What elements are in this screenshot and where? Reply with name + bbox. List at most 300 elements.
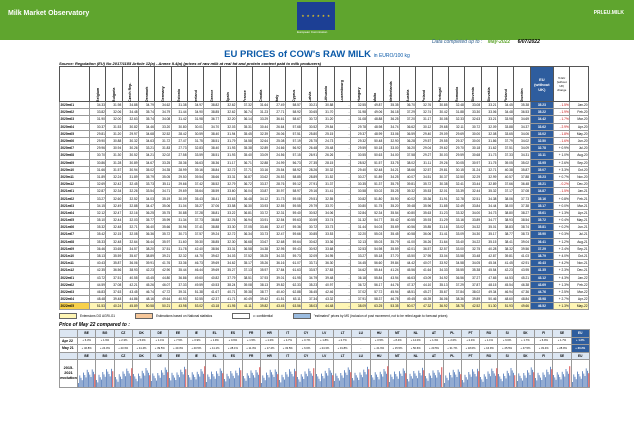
price-cell: 34.08 [155, 116, 171, 123]
price-cell: 30.52 [302, 209, 318, 216]
price-cell: 29.40 [351, 166, 367, 173]
sparkline-bar [103, 372, 104, 387]
sparkline-bar [488, 371, 489, 387]
price-cell: - [334, 202, 350, 209]
eu-price-cell: 35.17 [530, 202, 554, 209]
price-cell: 54.03 [367, 224, 383, 231]
compare-cell: + 6.6% [297, 345, 315, 353]
price-cell: 36.53 [514, 109, 530, 116]
price-cell: 34.02 [514, 137, 530, 144]
sparkline-chart [352, 361, 370, 387]
price-cell: 31.04 [171, 202, 187, 209]
compare-code-lv: LV [315, 330, 333, 338]
column-header-label: Romania [454, 86, 459, 102]
sparkline-bar [233, 376, 234, 387]
price-cell: 26.64 [269, 123, 285, 130]
price-cell: 57.68 [285, 123, 301, 130]
evolution-sparkline-cy [297, 360, 315, 388]
eu-price-cell: 33.62 [530, 123, 554, 130]
compare-code-se: SE [553, 330, 571, 338]
sparkline-bar [545, 377, 546, 387]
sparkline-bar [462, 380, 463, 387]
price-cell: 37.51 [106, 274, 122, 281]
compare-code-cy: CY [297, 330, 315, 338]
price-cell: 35.33 [90, 238, 106, 245]
sparkline-bar [468, 372, 469, 387]
header-banner [0, 0, 634, 40]
price-cell: 27.73 [171, 145, 187, 152]
price-cell: 26.26 [318, 152, 334, 159]
price-cell: 33.87 [253, 188, 269, 195]
price-cell: 30.59 [302, 217, 318, 224]
price-cell: 37.42 [187, 181, 203, 188]
sparkline-bar [539, 375, 540, 387]
price-cell: 29.09 [432, 130, 448, 137]
price-cell: 33.30 [220, 224, 236, 231]
sparkline-bar [498, 374, 499, 387]
sparkline-bar [467, 380, 468, 387]
sparkline-bar [138, 374, 139, 387]
sparkline-bar [529, 375, 530, 387]
price-cell: 35.87 [514, 166, 530, 173]
column-header-france [236, 67, 252, 102]
column-header-label: Hungary [356, 87, 361, 102]
change-cell: + 2.4% [554, 245, 570, 252]
sparkline-bar [273, 377, 274, 387]
price-cell: 32.74 [416, 109, 432, 116]
price-cell: 31.98 [187, 116, 203, 123]
price-cell: 57.51 [285, 130, 301, 137]
price-cell: 33.44 [465, 181, 481, 188]
price-cell: 31.29 [432, 217, 448, 224]
price-cell: 36.56 [448, 274, 464, 281]
sparkline-bar [222, 373, 223, 387]
compare-cell: + 1.3% [425, 337, 443, 345]
column-header-label: Spain [226, 92, 231, 102]
sparkline-bar [174, 378, 175, 387]
price-cell: 44.10 [416, 281, 432, 288]
price-cell: 27.35 [302, 159, 318, 166]
price-cell: 33.37 [253, 181, 269, 188]
price-cell: 33.27 [90, 195, 106, 202]
price-cell: 32.54 [269, 217, 285, 224]
price-cell: 31.17 [416, 116, 432, 123]
sparkline-bar [451, 377, 452, 387]
sparkline-bar [357, 378, 358, 387]
price-cell: 31.93 [220, 152, 236, 159]
month-cell: Jul-20 [570, 145, 589, 152]
price-cell: 40.56 [400, 224, 416, 231]
price-cell: 34.00 [383, 152, 399, 159]
sparkline-bar [157, 373, 158, 387]
sparkline-bar [122, 371, 123, 387]
price-cell: - [334, 238, 350, 245]
sparkline-bar [572, 382, 573, 387]
price-cell: 47.32 [416, 303, 432, 310]
price-cell: 31.88 [448, 109, 464, 116]
price-cell: 39.24 [204, 231, 220, 238]
sparkline-chart [389, 361, 407, 387]
sparkline-bar [183, 374, 184, 387]
sparkline-bar [517, 381, 518, 387]
compare-container [59, 329, 589, 353]
price-cell: 59.64 [285, 238, 301, 245]
sparkline-bar [237, 373, 238, 387]
price-cell: 34.03 [139, 195, 155, 202]
price-cell: 32.60 [106, 195, 122, 202]
price-cell: 35.38 [465, 267, 481, 274]
sparkline-bar [203, 374, 204, 387]
price-cell: 33.59 [187, 152, 203, 159]
price-cell: 38.73 [514, 231, 530, 238]
price-cell: 31.42 [171, 116, 187, 123]
compare-cell: + 25.5% [498, 345, 516, 353]
month-cell: Feb-20 [570, 109, 589, 116]
change-cell: - 1.7% [554, 116, 570, 123]
sparkline-bar [182, 372, 183, 387]
price-cell: 35.25 [383, 188, 399, 195]
compare-code-el: EL [205, 330, 223, 338]
price-cell: 32.47 [269, 224, 285, 231]
price-cell: 37.57 [187, 231, 203, 238]
price-cell: 37.08 [514, 188, 530, 195]
price-cell: 46.44 [187, 267, 203, 274]
compare-cell: + 6.9% [535, 337, 553, 345]
sparkline-bar [422, 368, 423, 387]
table-row [60, 231, 589, 238]
month-cell: Jul-21 [570, 231, 589, 238]
price-cell: 32.76 [220, 217, 236, 224]
price-cell: 45.56 [400, 267, 416, 274]
price-cell: 59.66 [285, 231, 301, 238]
price-cell: 32.32 [171, 252, 187, 259]
sparkline-bar [568, 374, 569, 387]
price-cell: 31.28 [106, 159, 122, 166]
sparkline-bar [368, 369, 369, 387]
sparkline-bar [306, 374, 307, 387]
price-cell: 38.77 [253, 288, 269, 295]
legend-label: Estimations based on National statistics [156, 313, 213, 318]
sparkline-bar [229, 379, 230, 387]
price-cell: 34.25 [383, 173, 399, 180]
price-cell: 35.59 [106, 252, 122, 259]
price-cell: 32.90 [383, 137, 399, 144]
price-cell: 34.58 [448, 260, 464, 267]
price-cell: 26.91 [302, 152, 318, 159]
sparkline-bar [181, 370, 182, 387]
price-cell: 35.53 [416, 188, 432, 195]
price-cell: 30.12 [416, 123, 432, 130]
price-cell: 27.49 [269, 102, 285, 109]
sparkline-bar [463, 382, 464, 387]
column-header-label: Sweden [519, 88, 524, 102]
sparkline-bar [494, 373, 495, 387]
price-cell: 37.13 [236, 267, 252, 274]
price-cell: 58.67 [285, 116, 301, 123]
price-cell: 35.66 [155, 224, 171, 231]
price-cell: 36.61 [269, 116, 285, 123]
price-cell: 30.82 [122, 123, 138, 130]
sparkline-bar [221, 371, 222, 387]
sparkline-bar [376, 375, 377, 387]
price-cell: 33.16 [448, 217, 464, 224]
sparkline-bar [505, 376, 506, 387]
row-period: 2020m02 [60, 109, 90, 116]
price-cell: 31.93 [220, 145, 236, 152]
sparkline-bar [367, 367, 368, 387]
column-header-finland [497, 67, 513, 102]
price-cell: 39.84 [383, 260, 399, 267]
sparkline-bar [178, 375, 179, 387]
price-cell: - [334, 288, 350, 295]
price-cell: 35.44 [171, 267, 187, 274]
price-cell: 46.38 [514, 281, 530, 288]
price-cell: 31.72 [155, 137, 171, 144]
price-cell: 30.72 [465, 123, 481, 130]
price-cell: 30.21 [302, 102, 318, 109]
sparkline-bar [243, 376, 244, 387]
price-cell: 35.32 [90, 224, 106, 231]
price-cell: 36.16 [269, 260, 285, 267]
eu-price-cell: 35.81 [530, 224, 554, 231]
price-cell: 32.72 [220, 231, 236, 238]
completed-date: 6/07/2022 [517, 39, 540, 45]
compare-cell: + 28.9% [553, 345, 571, 353]
price-cell: 37.28 [187, 209, 203, 216]
sparkline-bar [147, 370, 148, 387]
sparkline-bar [106, 369, 107, 387]
app-title: Milk Market Observatory [8, 10, 90, 17]
price-cell: 32.79 [220, 181, 236, 188]
price-cell: - [334, 231, 350, 238]
price-cell: 31.98 [106, 102, 122, 109]
price-cell: 39.05 [497, 159, 513, 166]
compare-code-nl: NL [407, 330, 425, 338]
sparkline-bar [309, 369, 310, 387]
sparkline-bar [190, 380, 191, 387]
sparkline-bar [412, 379, 413, 387]
sparkline-bar [391, 377, 392, 387]
price-cell: 38.20 [139, 245, 155, 252]
price-cell: 42.23 [497, 267, 513, 274]
evolution-code-es: ES [224, 353, 242, 360]
eu-price-cell: 36.41 [530, 238, 554, 245]
compare-cell: + 1.8% [315, 337, 333, 345]
price-cell: 50.07 [400, 303, 416, 310]
price-cell: 55.03 [367, 238, 383, 245]
compare-cell: + 2.4% [461, 337, 479, 345]
month-cell: Mar-21 [570, 202, 589, 209]
sparkline-bar [382, 377, 383, 387]
column-header-label: Belgium [95, 87, 100, 102]
sparkline-bar [213, 376, 214, 387]
price-cell: 40.53 [204, 281, 220, 288]
price-cell: 58.92 [285, 166, 301, 173]
evolution-code-el: EL [205, 353, 223, 360]
price-cell: 39.30 [187, 238, 203, 245]
sparkline-bar [113, 371, 114, 387]
sparkline-bar [533, 372, 534, 387]
sparkline-bar [140, 378, 141, 387]
sparkline-bar [171, 380, 172, 387]
price-cell: 37.95 [416, 252, 432, 259]
price-cell: 31.38 [171, 102, 187, 109]
sparkline-bar [366, 374, 367, 387]
price-cell: 33.21 [139, 145, 155, 152]
price-cell: 39.54 [187, 173, 203, 180]
compare-cell: + 1.9% [96, 337, 114, 345]
price-cell: 31.73 [481, 152, 497, 159]
price-cell: 30.52 [122, 152, 138, 159]
row-period: 2020m11 [60, 173, 90, 180]
price-cell: 50.18 [367, 145, 383, 152]
sparkline-bar [160, 378, 161, 387]
sparkline-bar [540, 378, 541, 387]
row-period: 2020m10 [60, 166, 90, 173]
price-cell: 35.59 [383, 245, 399, 252]
sparkline-bar [531, 367, 532, 387]
sparkline-bar [208, 377, 209, 387]
price-cell: 32.89 [253, 145, 269, 152]
table-row [60, 202, 589, 209]
price-cell: 59.08 [285, 195, 301, 202]
site-code: PRI.EU.MILK [593, 10, 624, 16]
price-cell: 40.40 [269, 288, 285, 295]
sparkline-bar [207, 374, 208, 387]
sparkline-bar [381, 374, 382, 387]
price-cell: 36.68 [236, 238, 252, 245]
column-header-poland [416, 67, 432, 102]
price-cell: 35.38 [236, 145, 252, 152]
price-cell: 34.45 [351, 260, 367, 267]
price-cell: 33.16 [253, 166, 269, 173]
price-cell: 62.33 [285, 281, 301, 288]
row-period: 2021m08 [60, 238, 90, 245]
price-cell: 42.23 [139, 267, 155, 274]
price-cell: 42.90 [155, 267, 171, 274]
sparkline-bar [557, 372, 558, 387]
price-cell: 44.76 [383, 281, 399, 288]
price-cell: 36.56 [106, 267, 122, 274]
eu-price-cell: 32.50 [530, 137, 554, 144]
price-cell: 30.18 [465, 145, 481, 152]
price-cell: 34.58 [236, 137, 252, 144]
sparkline-bar [365, 372, 366, 387]
price-cell: 57.15 [285, 152, 301, 159]
sparkline-bar [513, 373, 514, 387]
price-cell: 40.57 [497, 173, 513, 180]
price-cell: 34.44 [481, 202, 497, 209]
table-row [60, 303, 589, 310]
price-cell: 34.12 [253, 195, 269, 202]
row-period: 2021m12 [60, 267, 90, 274]
sparkline-bar [161, 370, 162, 387]
price-cell: 34.74 [383, 123, 399, 130]
sparkline-bar [262, 375, 263, 387]
price-cell: 34.48 [497, 109, 513, 116]
price-cell: 34.73 [481, 209, 497, 216]
table-row [60, 116, 589, 123]
evolution-header-row [60, 353, 590, 360]
price-cell: 30.68 [465, 152, 481, 159]
price-cell: 34.62 [155, 102, 171, 109]
price-cell: 38.03 [302, 303, 318, 310]
price-cell: 32.08 [481, 130, 497, 137]
price-cell: 32.49 [106, 202, 122, 209]
price-cell: 38.59 [204, 188, 220, 195]
price-cell: 25.15 [318, 130, 334, 137]
column-header-label: Greece [209, 89, 214, 102]
price-cell: 40.93 [171, 296, 187, 303]
sparkline-bar [125, 376, 126, 387]
sparkline-bar [358, 380, 359, 387]
sparkline-bar [348, 367, 349, 387]
price-cell: 38.66 [400, 166, 416, 173]
sparkline-bar [444, 383, 445, 387]
price-cell: 34.38 [253, 245, 269, 252]
price-cell: - [334, 116, 350, 123]
sparkline-bar [403, 368, 404, 387]
sparkline-bar [457, 369, 458, 387]
price-cell: 33.58 [448, 252, 464, 259]
column-header-label: Croatia [258, 89, 263, 102]
price-cell: 32.83 [187, 145, 203, 152]
price-cell: 30.94 [122, 166, 138, 173]
price-cell: 37.08 [106, 281, 122, 288]
price-cell: 37.34 [302, 296, 318, 303]
sparkline-bar [149, 375, 150, 387]
price-cell: 34.33 [269, 252, 285, 259]
sparkline-bar [582, 371, 583, 387]
evolution-code-it: IT [279, 353, 297, 360]
sparkline-bar [435, 375, 436, 387]
evolution-sparkline-de [151, 360, 169, 388]
price-cell: 32.64 [253, 137, 269, 144]
price-cell: 39.01 [269, 274, 285, 281]
price-cell: 34.31 [514, 152, 530, 159]
price-cell: 32.41 [448, 181, 464, 188]
evolution-code-fi: FI [535, 353, 553, 360]
price-cell: 31.78 [171, 245, 187, 252]
price-cell: - [334, 173, 350, 180]
price-cell: 29.84 [318, 123, 334, 130]
sparkline-bar [427, 378, 428, 387]
compare-code-hu: HU [370, 330, 388, 338]
price-cell: 40.07 [416, 260, 432, 267]
price-cell: 33.00 [383, 145, 399, 152]
sparkline-bar [328, 368, 329, 387]
price-cell: 38.54 [514, 217, 530, 224]
price-cell: 38.78 [448, 303, 464, 310]
compare-cell: + 21.6% [370, 345, 388, 353]
sparkline-bar [228, 376, 229, 387]
eu-price-cell: 34.87 [530, 188, 554, 195]
sparkline-bar [383, 369, 384, 387]
sparkline-bar [305, 371, 306, 387]
price-cell: 30.08 [432, 116, 448, 123]
price-cell: 36.70 [400, 102, 416, 109]
sparkline-bar [544, 375, 545, 387]
compare-code-pl: PL [443, 330, 461, 338]
sparkline-chart [96, 361, 114, 387]
row-period: 2021m09 [60, 245, 90, 252]
compare-cell: + 31.8% [333, 345, 351, 353]
price-cell: 35.67 [432, 288, 448, 295]
sparkline-bar [574, 377, 575, 387]
sparkline-bar [437, 378, 438, 387]
row-period: 2022m04 [60, 296, 90, 303]
price-cell: - [334, 252, 350, 259]
